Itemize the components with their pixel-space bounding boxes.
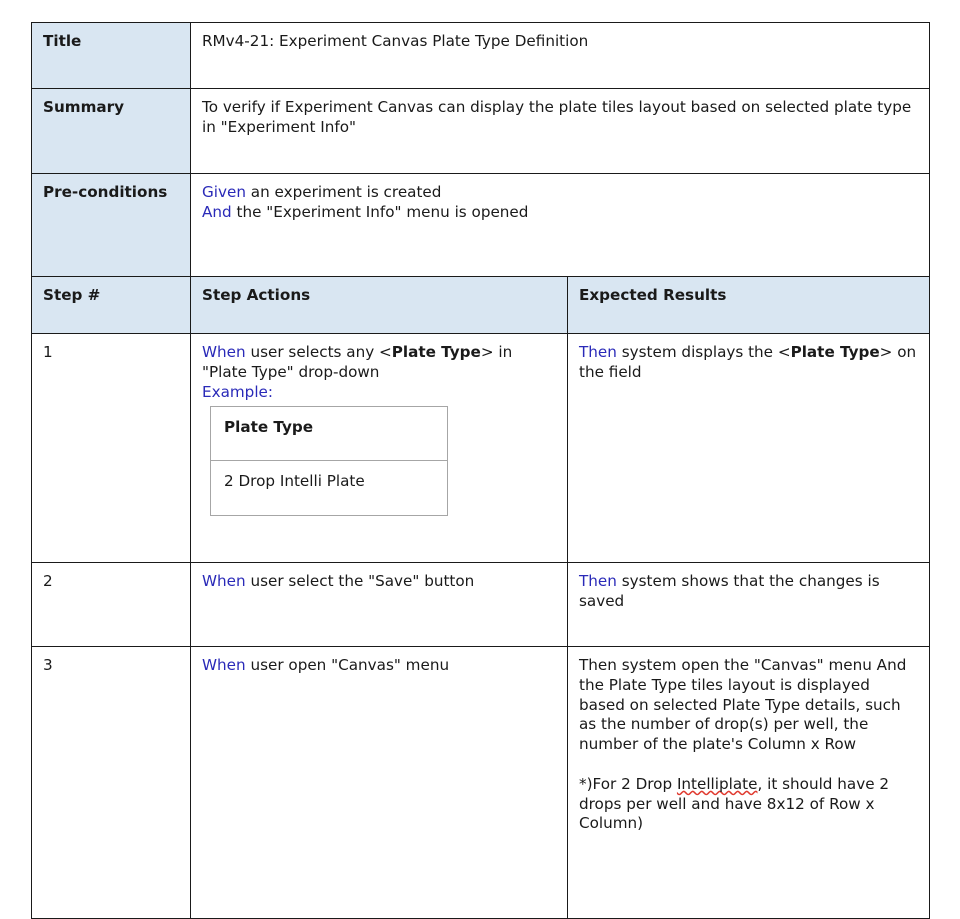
misspelled-word: Intelliplate (676, 774, 758, 793)
step-expected-2-body: system shows that the changes is saved (579, 572, 880, 610)
table-header-row-steps (32, 277, 930, 334)
step-expected-1-emphasis: Plate Type (790, 343, 880, 361)
gherkin-keyword-when: When (202, 572, 246, 590)
precondition-text-given: an experiment is created (245, 183, 442, 201)
step-expected-2-text (579, 572, 918, 612)
step-action-3 (191, 647, 568, 919)
step-expected-3-paragraph-1: Then system open the "Canvas" menu And the Plate Type tiles layout is displayed based on selected Plate Type details, such as the number of drop(s) per well, the number of the plate's Column x Row (579, 656, 907, 753)
example-label-text: Example: (202, 382, 274, 401)
gherkin-keyword-then: Then (579, 572, 617, 590)
step-number-2: 2 (32, 563, 191, 647)
step-action-1-example-label (202, 383, 556, 403)
step-number-3: 3 (32, 647, 191, 919)
row-value-preconditions (191, 174, 930, 277)
precondition-text-and: the "Experiment Info" menu is opened (231, 202, 529, 221)
step-action-2 (191, 563, 568, 647)
row-value-summary: To verify if Experiment Canvas can display the plate tiles layout based on selected plate type in "Experiment Info" (191, 89, 930, 174)
step-action-2-text (202, 572, 556, 592)
step-expected-1-text-before: system displays the < (616, 343, 791, 361)
gherkin-keyword-given: Given (202, 183, 246, 201)
table-row-step-2 (32, 563, 930, 647)
table-row-preconditions (32, 174, 930, 277)
precondition-line-and (202, 203, 918, 223)
table-row-title (32, 23, 930, 89)
gherkin-keyword-when: When (202, 343, 246, 361)
step-number-1: 1 (32, 334, 191, 563)
step-expected-3-note (579, 775, 918, 834)
gherkin-keyword-then: Then (579, 343, 617, 361)
test-case-table (31, 22, 930, 919)
row-label-title: Title (32, 23, 191, 89)
table-row-step-3 (32, 647, 930, 919)
column-header-step-actions: Step Actions (191, 277, 568, 334)
note-suffix: , it should have 2 drops per well and have 8x12 of Row x Column) (579, 774, 890, 833)
gherkin-keyword-when: When (202, 656, 246, 674)
step-action-3-text (202, 656, 556, 676)
plate-type-dropdown-screenshot (210, 406, 448, 516)
step-expected-1-text-after: > on the field (579, 343, 917, 381)
step-expected-1 (568, 334, 930, 563)
step-action-1-text-after: > in "Plate Type" drop-down (202, 343, 513, 381)
step-expected-1-text (579, 343, 918, 383)
step-action-1-text (202, 343, 556, 383)
column-header-step-number: Step # (32, 277, 191, 334)
step-action-2-body: user select the "Save" button (245, 572, 475, 590)
row-value-title: RMv4-21: Experiment Canvas Plate Type Definition (191, 23, 930, 89)
gherkin-keyword-and: And (202, 202, 232, 221)
row-label-preconditions: Pre-conditions (32, 174, 191, 277)
step-action-3-body: user open "Canvas" menu (245, 656, 450, 674)
note-prefix: *)For 2 Drop (579, 774, 677, 793)
step-action-1 (191, 334, 568, 563)
step-action-1-text-before: user selects any < (245, 343, 392, 361)
paragraph-spacer (579, 755, 918, 775)
table-row-summary (32, 89, 930, 174)
precondition-line-given (202, 183, 918, 203)
step-action-1-emphasis: Plate Type (391, 343, 481, 361)
step-expected-2 (568, 563, 930, 647)
plate-type-field-value: 2 Drop Intelli Plate (224, 472, 365, 491)
column-header-expected-results: Expected Results (568, 277, 930, 334)
plate-type-field-label: Plate Type (211, 407, 447, 461)
table-row-step-1 (32, 334, 930, 563)
step-expected-3 (568, 647, 930, 919)
row-label-summary: Summary (32, 89, 191, 174)
